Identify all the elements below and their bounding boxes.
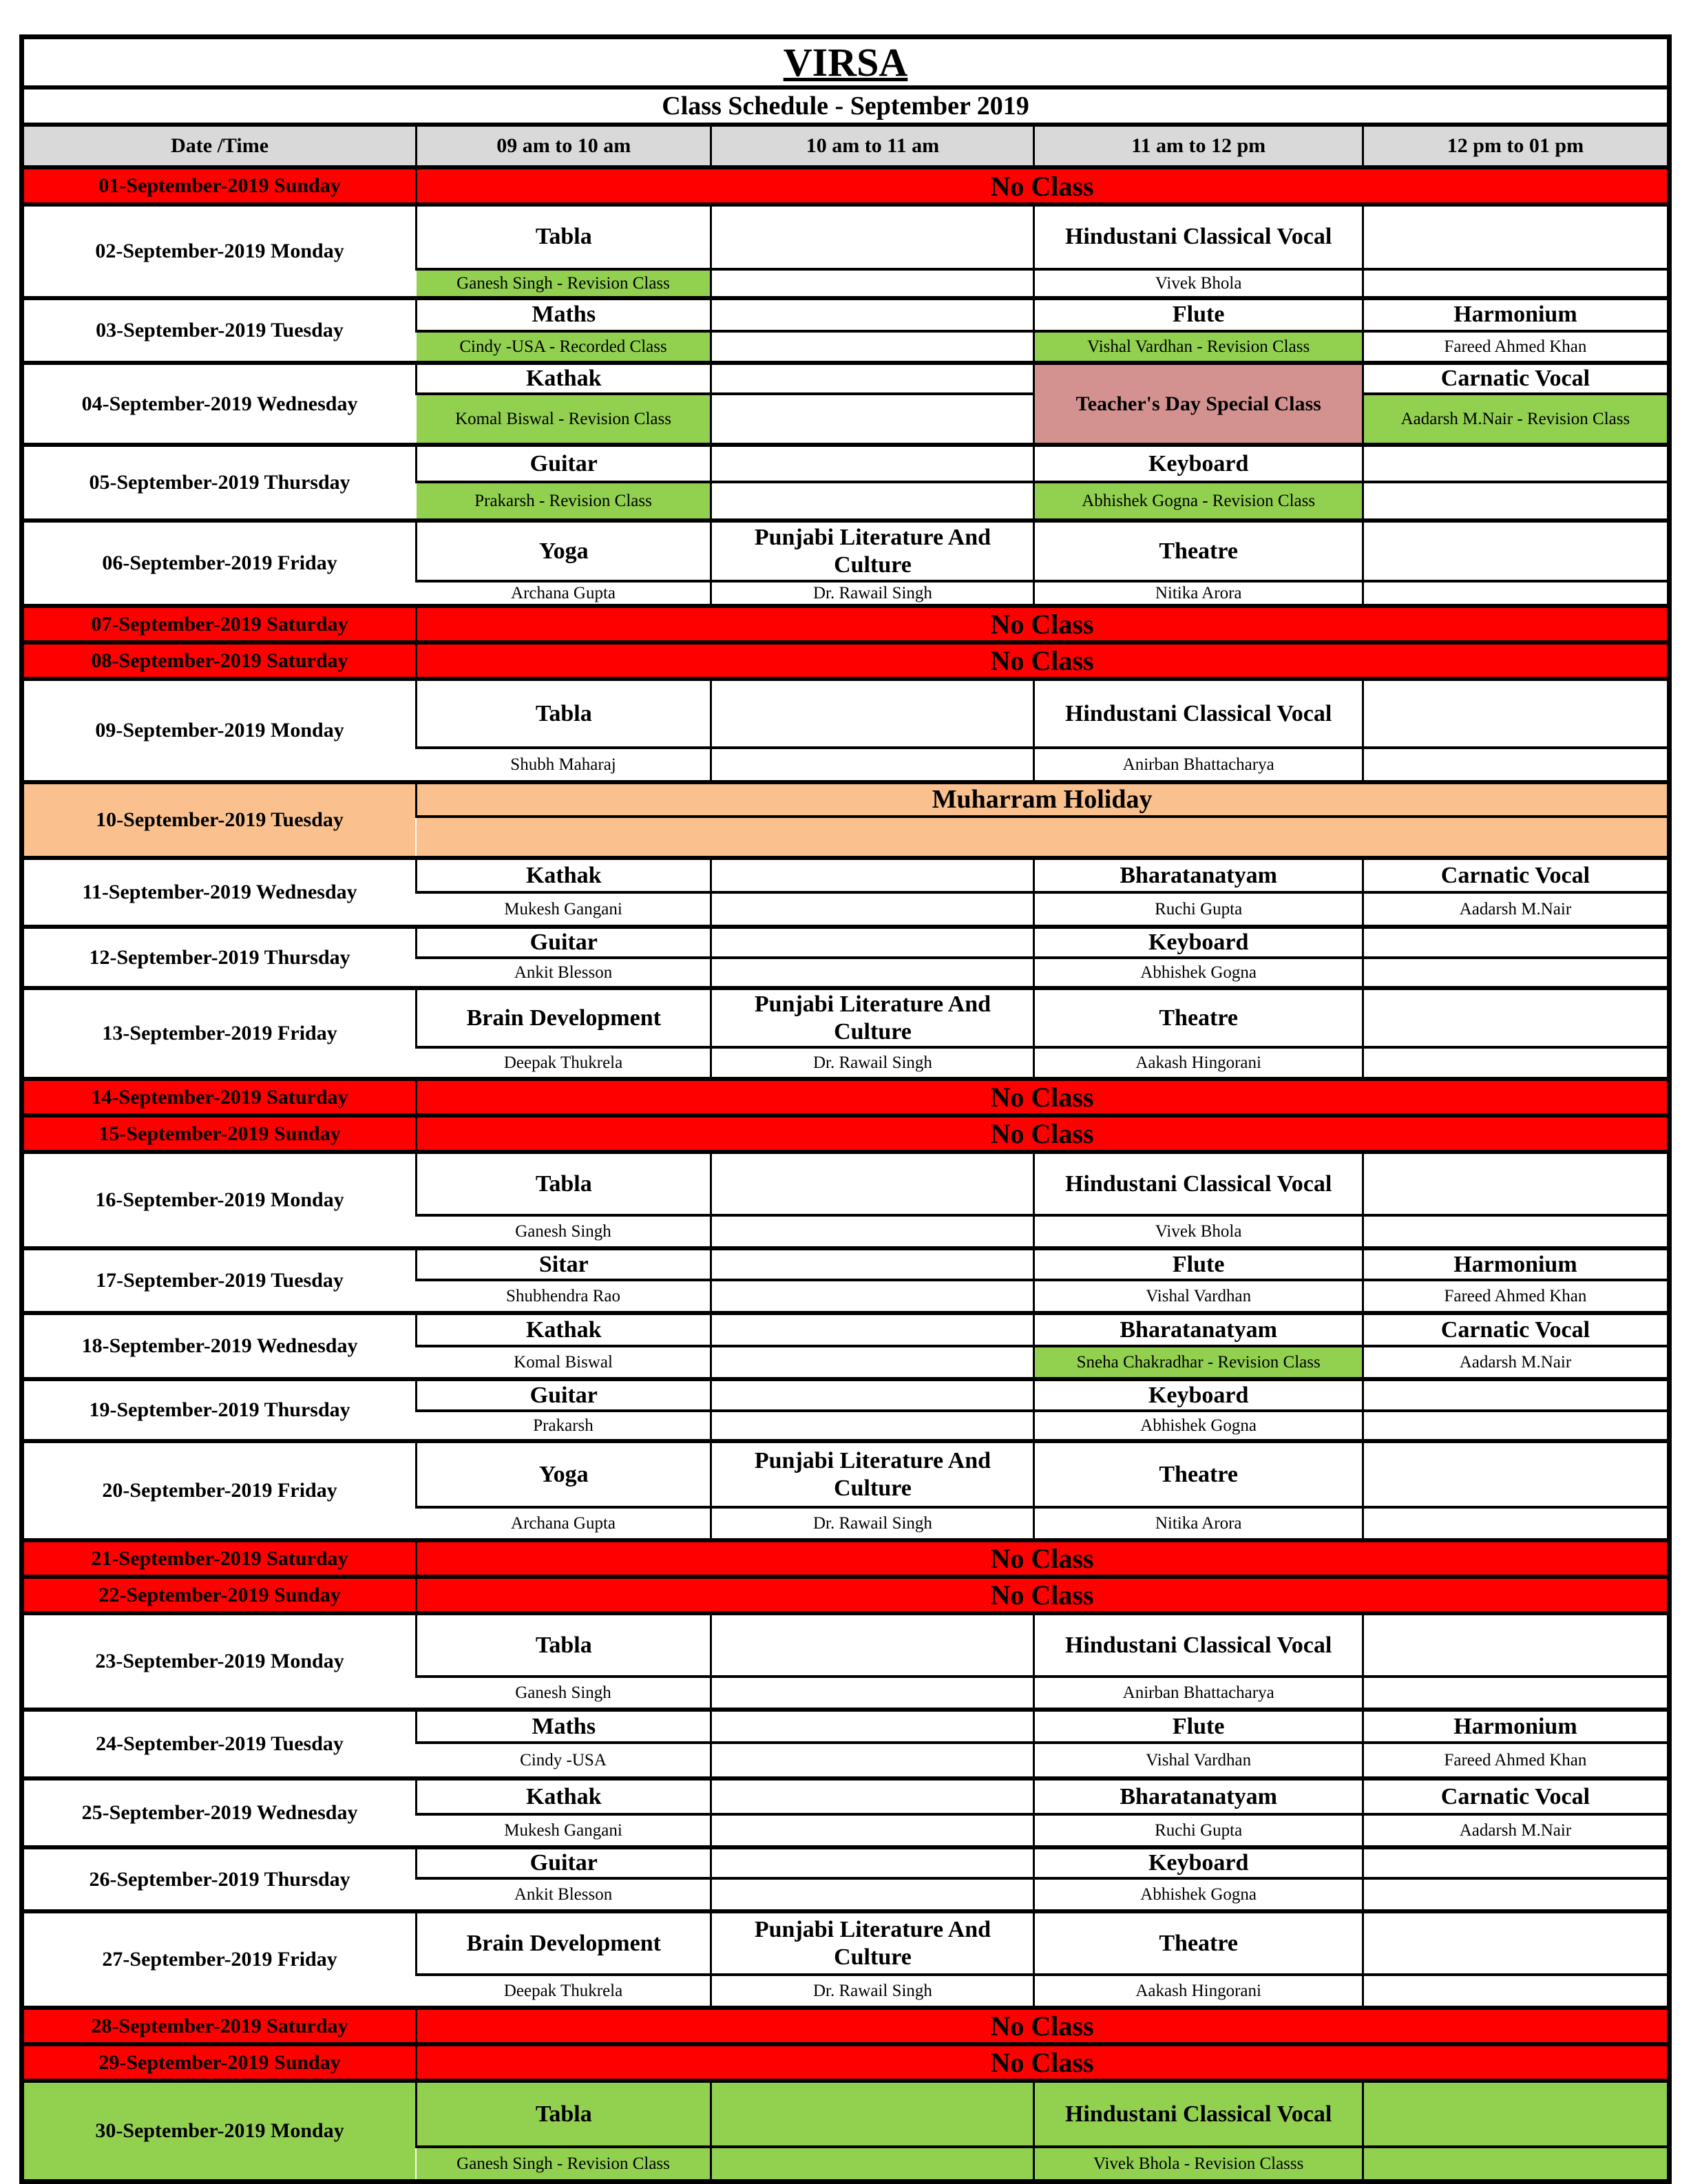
empty-cell [711, 363, 1034, 394]
no-class-cell: No Class [417, 1115, 1670, 1152]
teacher-cell: Ganesh Singh - Revision Class [417, 269, 711, 298]
teacher-cell: Ankit Blesson [514, 963, 613, 982]
empty-cell [711, 1847, 1034, 1878]
empty-cell [711, 1743, 1034, 1778]
empty-cell [711, 1710, 1034, 1743]
class-cell: Kathak [417, 1313, 711, 1346]
day-row [22, 1778, 1670, 1814]
class-cell: Bharatanatyam [1034, 1778, 1363, 1814]
teacher-cell: Deepak Thukrela [503, 1053, 623, 1072]
teacher-cell: Mukesh Gangani [504, 1820, 622, 1840]
teacher-cell: Komal Biswal [514, 1352, 613, 1372]
date-cell: 29-September-2019 Sunday [22, 2044, 417, 2081]
empty-cell [711, 394, 1034, 445]
empty-cell [711, 679, 1034, 748]
empty-cell [1363, 1677, 1669, 1710]
empty-cell [711, 1152, 1034, 1215]
day-row [22, 445, 1670, 482]
date-cell: 22-September-2019 Sunday [22, 1577, 417, 1613]
day-row [22, 2044, 1670, 2081]
no-class-cell: No Class [417, 642, 1670, 679]
empty-cell [1363, 1047, 1669, 1079]
date-cell: 03-September-2019 Tuesday [22, 298, 417, 363]
empty-cell [1363, 269, 1669, 298]
teacher-cell: Shubhendra Rao [506, 1286, 620, 1305]
teacher-cell: Dr. Rawail Singh [711, 1975, 1034, 2008]
teacher-cell: Ganesh Singh [515, 1683, 611, 1702]
teacher-cell: Shubh Maharaj [510, 755, 616, 774]
date-cell: 19-September-2019 Thursday [22, 1379, 417, 1441]
day-row [22, 1710, 1670, 1743]
empty-cell [1363, 445, 1669, 482]
date-cell: 25-September-2019 Wednesday [22, 1778, 417, 1847]
empty-cell [711, 892, 1034, 927]
teacher-cell: Ganesh Singh - Revision Class [417, 2147, 711, 2181]
empty-cell [417, 817, 1670, 858]
class-cell: Hindustani Classical Vocal [1034, 204, 1363, 269]
date-cell: 13-September-2019 Friday [22, 988, 417, 1079]
teacher-cell: Abhishek Gogna [1034, 1411, 1363, 1441]
class-cell: Theatre [1034, 521, 1363, 581]
no-class-cell: No Class [417, 1577, 1670, 1613]
class-cell: Punjabi Literature And Culture [711, 988, 1034, 1047]
day-row [22, 363, 1670, 394]
empty-cell [711, 1814, 1034, 1847]
empty-cell [1363, 482, 1669, 521]
teacher-cell: Deepak Thukrela [503, 1981, 623, 2000]
date-cell: 02-September-2019 Monday [22, 204, 417, 298]
page-title: VIRSA [783, 40, 908, 85]
teacher-cell: Aakash Hingorani [1034, 1975, 1363, 2008]
teacher-cell: Nitika Arora [1034, 581, 1363, 606]
class-cell: Punjabi Literature And Culture [711, 1911, 1034, 1975]
empty-cell [1363, 2147, 1669, 2181]
empty-cell [1363, 1507, 1669, 1540]
class-cell: Tabla [417, 204, 711, 269]
class-cell: Keyboard [1034, 1379, 1363, 1411]
page-subtitle: Class Schedule - September 2019 [22, 87, 1670, 125]
teacher-cell: Aadarsh M.Nair [1363, 892, 1669, 927]
class-cell: Flute [1034, 298, 1363, 331]
date-cell: 27-September-2019 Friday [22, 1911, 417, 2008]
empty-cell [1363, 679, 1669, 748]
date-cell: 01-September-2019 Sunday [22, 167, 417, 204]
class-cell: Keyboard [1034, 445, 1363, 482]
empty-cell [711, 927, 1034, 958]
teacher-cell: Anirban Bhattacharya [1034, 748, 1363, 782]
day-row [22, 782, 1670, 817]
empty-cell [711, 1313, 1034, 1346]
empty-cell [1363, 748, 1669, 782]
teacher-cell: Dr. Rawail Singh [711, 581, 1034, 606]
column-header-date-time: Date /Time [22, 125, 417, 167]
empty-cell [711, 2147, 1034, 2181]
teacher-cell: Ankit Blesson [514, 1884, 613, 1904]
teacher-cell: Archana Gupta [511, 583, 616, 602]
empty-cell [711, 1248, 1034, 1280]
teacher-cell: Anirban Bhattacharya [1034, 1677, 1363, 1710]
date-cell: 26-September-2019 Thursday [22, 1847, 417, 1911]
date-cell: 16-September-2019 Monday [22, 1152, 417, 1248]
day-row [22, 1441, 1670, 1507]
class-cell: Tabla [417, 1152, 711, 1215]
no-class-cell: No Class [417, 2044, 1670, 2081]
empty-cell [711, 482, 1034, 521]
date-cell: 11-September-2019 Wednesday [22, 858, 417, 927]
teacher-cell: Prakarsh - Revision Class [417, 482, 711, 521]
column-header-11-12: 11 am to 12 pm [1034, 125, 1363, 167]
teacher-cell: Sneha Chakradhar - Revision Class [1034, 1346, 1363, 1379]
empty-cell [1363, 1847, 1669, 1878]
empty-cell [711, 1280, 1034, 1313]
empty-cell [711, 1379, 1034, 1411]
day-row [22, 1577, 1670, 1613]
schedule-table [19, 34, 1672, 2184]
empty-cell [1363, 204, 1669, 269]
teacher-cell: Vivek Bhola [1034, 1215, 1363, 1248]
teacher-cell: Aakash Hingorani [1034, 1047, 1363, 1079]
empty-cell [1363, 521, 1669, 581]
teacher-cell: Prakarsh [533, 1416, 594, 1435]
teacher-cell: Vishal Vardhan [1034, 1280, 1363, 1313]
date-cell: 12-September-2019 Thursday [22, 927, 417, 988]
day-row [22, 298, 1670, 331]
empty-cell [711, 269, 1034, 298]
day-row [22, 1248, 1670, 1280]
day-row [22, 1079, 1670, 1115]
date-cell: 24-September-2019 Tuesday [22, 1710, 417, 1778]
date-cell: 20-September-2019 Friday [22, 1441, 417, 1540]
class-cell: Kathak [417, 363, 711, 394]
special-class-cell: Teacher's Day Special Class [1034, 363, 1363, 445]
teacher-cell: Aadarsh M.Nair - Revision Class [1363, 394, 1669, 445]
class-cell: Carnatic Vocal [1363, 363, 1669, 394]
class-cell: Guitar [417, 1847, 711, 1878]
empty-cell [711, 858, 1034, 892]
date-cell: 28-September-2019 Saturday [22, 2008, 417, 2044]
day-row [22, 1313, 1670, 1346]
date-cell: 18-September-2019 Wednesday [22, 1313, 417, 1379]
empty-cell [711, 958, 1034, 988]
class-cell: Tabla [417, 1613, 711, 1677]
teacher-cell: Fareed Ahmed Khan [1363, 331, 1669, 363]
no-class-cell: No Class [417, 2008, 1670, 2044]
teacher-cell: Nitika Arora [1034, 1507, 1363, 1540]
date-cell: 30-September-2019 Monday [22, 2081, 417, 2181]
teacher-cell: Vishal Vardhan - Revision Class [1034, 331, 1363, 363]
day-row [22, 1115, 1670, 1152]
class-cell: Bharatanatyam [1034, 858, 1363, 892]
day-row [22, 988, 1670, 1047]
class-cell: Keyboard [1034, 1847, 1363, 1878]
class-cell: Flute [1034, 1710, 1363, 1743]
teacher-cell: Abhishek Gogna [1034, 958, 1363, 988]
day-row [22, 1613, 1670, 1677]
column-header-12-01: 12 pm to 01 pm [1363, 125, 1669, 167]
teacher-cell: Komal Biswal - Revision Class [417, 394, 711, 445]
teacher-cell: Aadarsh M.Nair [1363, 1346, 1669, 1379]
class-cell: Theatre [1034, 988, 1363, 1047]
teacher-cell: Archana Gupta [511, 1513, 616, 1533]
day-row [22, 2081, 1670, 2147]
class-cell: Harmonium [1363, 298, 1669, 331]
teacher-cell: Ruchi Gupta [1034, 892, 1363, 927]
day-row [22, 167, 1670, 204]
empty-cell [1363, 1613, 1669, 1677]
column-header-row [22, 125, 1670, 167]
teacher-cell: Cindy -USA - Recorded Class [417, 331, 711, 363]
empty-cell [711, 1215, 1034, 1248]
date-cell: 15-September-2019 Sunday [22, 1115, 417, 1152]
empty-cell [711, 2081, 1034, 2147]
teacher-cell: Abhishek Gogna [1034, 1878, 1363, 1911]
day-row [22, 1911, 1670, 1975]
class-cell: Flute [1034, 1248, 1363, 1280]
class-cell: Carnatic Vocal [1363, 1778, 1669, 1814]
class-cell: Maths [417, 298, 711, 331]
empty-cell [1363, 988, 1669, 1047]
no-class-cell: No Class [417, 606, 1670, 642]
day-row [22, 642, 1670, 679]
date-cell: 05-September-2019 Thursday [22, 445, 417, 521]
class-cell: Hindustani Classical Vocal [1034, 2081, 1363, 2147]
day-row [22, 1379, 1670, 1411]
class-cell: Tabla [417, 2081, 711, 2147]
date-cell: 17-September-2019 Tuesday [22, 1248, 417, 1313]
teacher-cell: Ruchi Gupta [1034, 1814, 1363, 1847]
class-cell: Brain Development [417, 988, 711, 1047]
day-row [22, 927, 1670, 958]
empty-cell [1363, 2081, 1669, 2147]
teacher-cell: Vishal Vardhan [1034, 1743, 1363, 1778]
empty-cell [1363, 1975, 1669, 2008]
class-cell: Punjabi Literature And Culture [711, 1441, 1034, 1507]
empty-cell [711, 445, 1034, 482]
class-cell: Carnatic Vocal [1363, 1313, 1669, 1346]
empty-cell [1363, 581, 1669, 606]
day-row [22, 1847, 1670, 1878]
class-cell: Harmonium [1363, 1710, 1669, 1743]
class-cell: Maths [417, 1710, 711, 1743]
class-cell: Theatre [1034, 1441, 1363, 1507]
column-header-10-11: 10 am to 11 am [711, 125, 1034, 167]
teacher-cell: Dr. Rawail Singh [711, 1507, 1034, 1540]
class-cell: Guitar [417, 445, 711, 482]
class-cell: Yoga [417, 521, 711, 581]
teacher-cell: Mukesh Gangani [504, 899, 622, 918]
empty-cell [711, 748, 1034, 782]
day-row [22, 1540, 1670, 1577]
day-row [22, 521, 1670, 581]
teacher-cell: Fareed Ahmed Khan [1363, 1743, 1669, 1778]
day-row [22, 606, 1670, 642]
teacher-cell: Abhishek Gogna - Revision Class [1034, 482, 1363, 521]
empty-cell [711, 298, 1034, 331]
column-header-09-10: 09 am to 10 am [417, 125, 711, 167]
day-row [22, 204, 1670, 269]
empty-cell [1363, 1878, 1669, 1911]
class-cell: Harmonium [1363, 1248, 1669, 1280]
date-cell: 06-September-2019 Friday [22, 521, 417, 606]
empty-cell [1363, 1441, 1669, 1507]
class-cell: Bharatanatyam [1034, 1313, 1363, 1346]
empty-cell [1363, 1379, 1669, 1411]
date-cell: 09-September-2019 Monday [22, 679, 417, 782]
no-class-cell: No Class [417, 1079, 1670, 1115]
teacher-cell: Cindy -USA [520, 1750, 607, 1770]
class-cell: Hindustani Classical Vocal [1034, 679, 1363, 748]
empty-cell [711, 1878, 1034, 1911]
empty-cell [711, 204, 1034, 269]
teacher-cell: Vivek Bhola - Revision Classs [1034, 2147, 1363, 2181]
class-cell: Hindustani Classical Vocal [1034, 1152, 1363, 1215]
holiday-cell: Muharram Holiday [417, 782, 1670, 817]
class-cell: Kathak [417, 1778, 711, 1814]
date-cell: 08-September-2019 Saturday [22, 642, 417, 679]
class-cell: Hindustani Classical Vocal [1034, 1613, 1363, 1677]
class-cell: Guitar [417, 927, 711, 958]
empty-cell [1363, 1215, 1669, 1248]
date-cell: 14-September-2019 Saturday [22, 1079, 417, 1115]
empty-cell [1363, 1152, 1669, 1215]
class-cell: Punjabi Literature And Culture [711, 521, 1034, 581]
date-cell: 21-September-2019 Saturday [22, 1540, 417, 1577]
teacher-cell: Vivek Bhola [1034, 269, 1363, 298]
day-row [22, 858, 1670, 892]
date-cell: 04-September-2019 Wednesday [22, 363, 417, 445]
class-cell: Brain Development [417, 1911, 711, 1975]
date-cell: 07-September-2019 Saturday [22, 606, 417, 642]
class-cell: Tabla [417, 679, 711, 748]
class-cell: Kathak [417, 858, 711, 892]
day-row [22, 1152, 1670, 1215]
date-cell: 23-September-2019 Monday [22, 1613, 417, 1710]
empty-cell [1363, 1411, 1669, 1441]
date-cell: 10-September-2019 Tuesday [22, 782, 417, 858]
empty-cell [711, 1778, 1034, 1814]
class-cell: Keyboard [1034, 927, 1363, 958]
teacher-cell: Aadarsh M.Nair [1363, 1814, 1669, 1847]
teacher-cell: Ganesh Singh [515, 1221, 611, 1241]
empty-cell [711, 1613, 1034, 1677]
empty-cell [1363, 927, 1669, 958]
day-row [22, 679, 1670, 748]
no-class-cell: No Class [417, 167, 1670, 204]
empty-cell [711, 1677, 1034, 1710]
class-cell: Carnatic Vocal [1363, 858, 1669, 892]
empty-cell [1363, 1911, 1669, 1975]
class-cell: Theatre [1034, 1911, 1363, 1975]
empty-cell [711, 1411, 1034, 1441]
teacher-cell: Dr. Rawail Singh [711, 1047, 1034, 1079]
day-row [22, 2008, 1670, 2044]
class-cell: Yoga [417, 1441, 711, 1507]
empty-cell [711, 1346, 1034, 1379]
empty-cell [1363, 958, 1669, 988]
empty-cell [711, 331, 1034, 363]
teacher-cell: Fareed Ahmed Khan [1363, 1280, 1669, 1313]
class-cell: Sitar [417, 1248, 711, 1280]
class-cell: Guitar [417, 1379, 711, 1411]
no-class-cell: No Class [417, 1540, 1670, 1577]
